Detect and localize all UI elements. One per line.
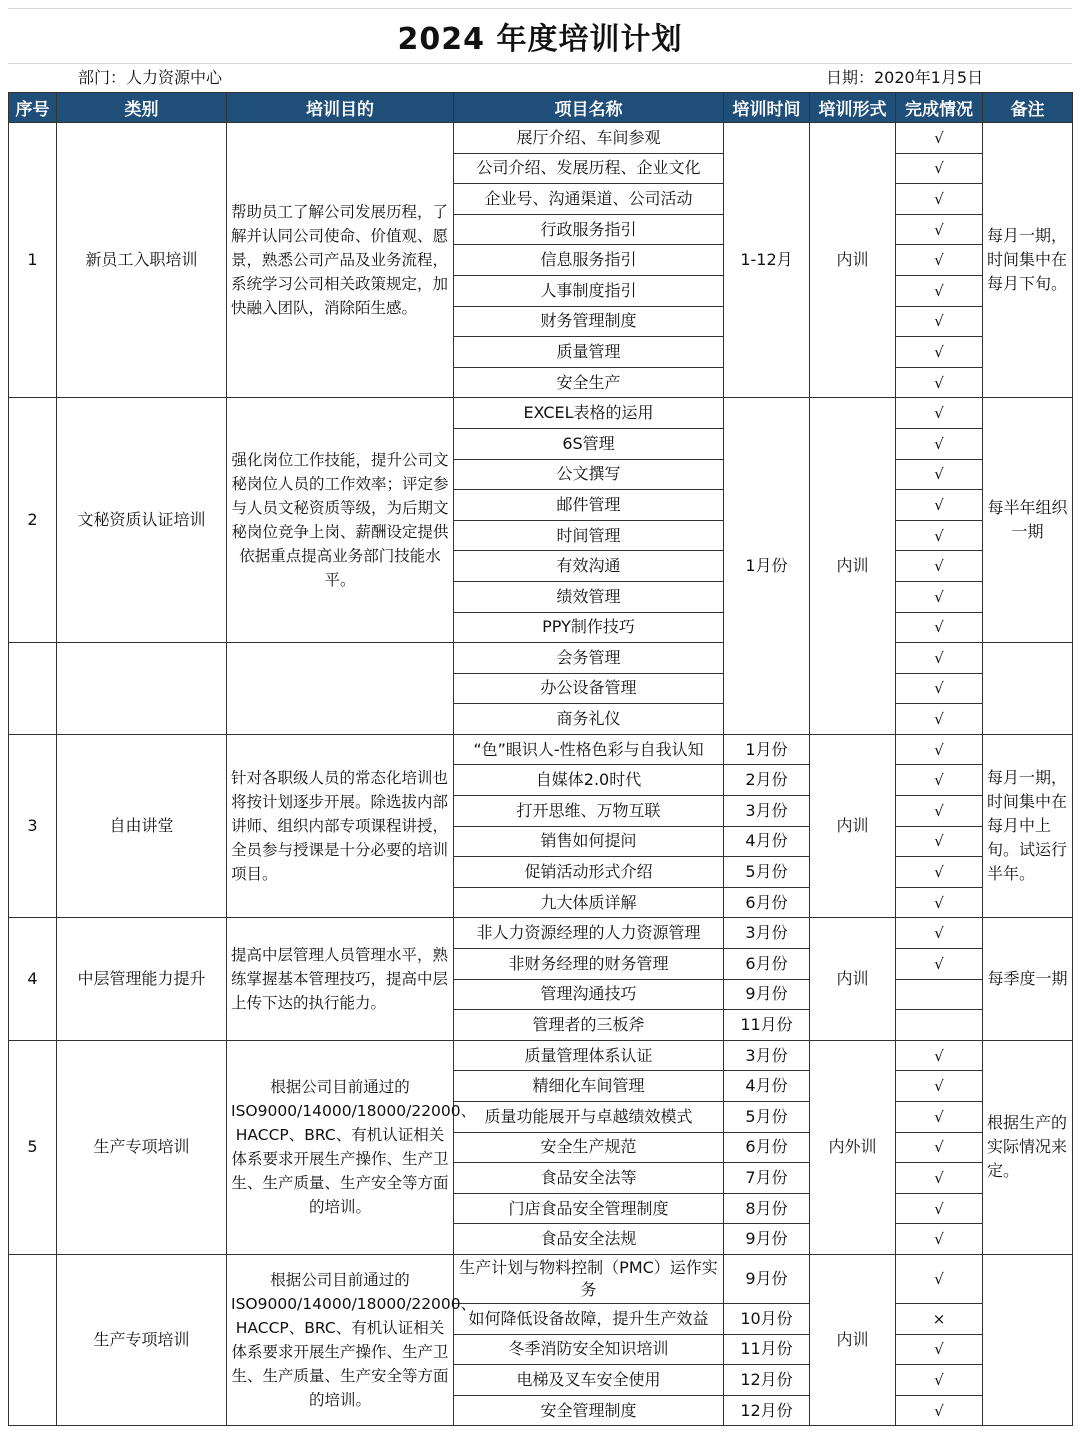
item-name: 食品安全法等 [454,1163,724,1194]
group-purpose: 针对各职级人员的常态化培训也将按计划逐步开展。除选拔内部讲师、组织内部专项课程讲授，全员参与授课是十分必要的培训项目。 [227,734,454,918]
group-purpose: 根据公司目前通过的ISO9000/14000/18000/22000、HACCP、BRC、有机认证相关体系要求开展生产操作、生产卫生、生产质量、生产安全等方面的培训。 [227,1254,454,1425]
group-form: 内训 [810,123,896,398]
group-no: 1 [9,123,57,398]
empty-cell [9,643,57,735]
item-status: √ [896,367,983,398]
item-time: 6月份 [724,949,810,980]
item-name: 时间管理 [454,520,724,551]
item-time: 9月份 [724,1224,810,1255]
item-status: √ [896,1365,983,1396]
item-status: √ [896,704,983,735]
item-status: √ [896,612,983,643]
item-time: 9月份 [724,979,810,1010]
department-label: 部门：人力资源中心 [78,68,223,87]
item-status: √ [896,796,983,827]
header-item-name: 项目名称 [454,93,724,123]
item-status: √ [896,918,983,949]
item-name: “色”眼识人-性格色彩与自我认知 [454,734,724,765]
group-no: 2 [9,398,57,643]
item-name: 如何降低设备故障，提升生产效益 [454,1303,724,1334]
item-status: √ [896,214,983,245]
item-status [896,979,983,1010]
item-time: 8月份 [724,1193,810,1224]
header-note: 备注 [983,93,1073,123]
group-note: 每半年组织一期 [983,398,1073,643]
item-name: 食品安全法规 [454,1224,724,1255]
group-category: 自由讲堂 [57,734,227,918]
table-row [9,1254,1073,1303]
group-purpose: 根据公司目前通过的ISO9000/14000/18000/22000、HACCP、BRC、有机认证相关体系要求开展生产操作、生产卫生、生产质量、生产安全等方面的培训。 [227,1040,454,1254]
group-category: 中层管理能力提升 [57,918,227,1040]
group-no [9,1254,57,1425]
item-status: √ [896,734,983,765]
item-time: 7月份 [724,1163,810,1194]
item-status: √ [896,949,983,980]
item-name: 质量功能展开与卓越绩效模式 [454,1102,724,1133]
item-name: 自媒体2.0时代 [454,765,724,796]
item-status: √ [896,1193,983,1224]
training-plan-table [8,92,1073,1426]
item-time: 5月份 [724,857,810,888]
item-name: EXCEL表格的运用 [454,398,724,429]
group-form: 内训 [810,918,896,1040]
item-name: 人事制度指引 [454,275,724,306]
item-time: 3月份 [724,918,810,949]
table-row [9,1040,1073,1071]
group-time: 1月份 [724,398,810,735]
item-name: 质量管理体系认证 [454,1040,724,1071]
item-name: 质量管理 [454,337,724,368]
item-status: √ [896,306,983,337]
table-row [9,643,1073,674]
header-purpose: 培训目的 [227,93,454,123]
item-status: √ [896,337,983,368]
item-name: 非人力资源经理的人力资源管理 [454,918,724,949]
item-time: 4月份 [724,826,810,857]
item-name: 会务管理 [454,643,724,674]
item-status: √ [896,1395,983,1426]
item-status: √ [896,153,983,184]
item-name: 安全管理制度 [454,1395,724,1426]
item-time: 11月份 [724,1010,810,1041]
item-status: √ [896,490,983,521]
item-name: 打开思维、万物互联 [454,796,724,827]
group-no: 3 [9,734,57,918]
item-status: √ [896,1071,983,1102]
group-purpose: 强化岗位工作技能，提升公司文秘岗位人员的工作效率；评定参与人员文秘资质等级，为后期文秘岗位竞争上岗、薪酬设定提供依据重点提高业务部门技能水平。 [227,398,454,643]
item-name: 促销活动形式介绍 [454,857,724,888]
item-status: √ [896,887,983,918]
item-status: √ [896,581,983,612]
group-note [983,1254,1073,1425]
item-status: √ [896,673,983,704]
item-name: 非财务经理的财务管理 [454,949,724,980]
header-row [9,93,1073,123]
item-time: 10月份 [724,1303,810,1334]
item-status: √ [896,459,983,490]
item-time: 4月份 [724,1071,810,1102]
group-note: 每月一期，时间集中在每月下旬。 [983,123,1073,398]
group-note: 每月一期，时间集中在每月中上旬。试运行半年。 [983,734,1073,918]
item-name: 行政服务指引 [454,214,724,245]
item-time: 6月份 [724,887,810,918]
group-category: 生产专项培训 [57,1254,227,1425]
item-status: √ [896,1334,983,1365]
item-status: √ [896,551,983,582]
group-form: 内训 [810,398,896,735]
item-time: 1月份 [724,734,810,765]
item-status: √ [896,245,983,276]
group-purpose: 提高中层管理人员管理水平，熟练掌握基本管理技巧，提高中层上传下达的执行能力。 [227,918,454,1040]
item-name: 公司介绍、发展历程、企业文化 [454,153,724,184]
item-status: √ [896,520,983,551]
group-note: 根据生产的实际情况来定。 [983,1040,1073,1254]
group-category: 文秘资质认证培训 [57,398,227,643]
table-row [9,734,1073,765]
item-status: √ [896,1040,983,1071]
group-category: 生产专项培训 [57,1040,227,1254]
item-time: 12月份 [724,1365,810,1396]
item-status: √ [896,643,983,674]
item-name: 公文撰写 [454,459,724,490]
table-row [9,918,1073,949]
empty-cell [57,643,227,735]
item-name: 信息服务指引 [454,245,724,276]
group-form: 内外训 [810,1040,896,1254]
item-time: 5月份 [724,1102,810,1133]
date-label: 日期：2020年1月5日 [826,68,984,87]
group-purpose: 帮助员工了解公司发展历程，了解并认同公司使命、价值观、愿景，熟悉公司产品及业务流程，系统学习公司相关政策规定，加快融入团队，消除陌生感。 [227,123,454,398]
item-name: 销售如何提问 [454,826,724,857]
item-status: √ [896,1102,983,1133]
group-no: 4 [9,918,57,1040]
item-status: √ [896,398,983,429]
item-status: √ [896,275,983,306]
item-status: √ [896,184,983,215]
group-form: 内训 [810,1254,896,1425]
item-name: 展厅介绍、车间参观 [454,123,724,154]
group-category: 新员工入职培训 [57,123,227,398]
item-status: √ [896,428,983,459]
item-name: 管理者的三板斧 [454,1010,724,1041]
item-name: 管理沟通技巧 [454,979,724,1010]
item-status: √ [896,1163,983,1194]
item-status: √ [896,1132,983,1163]
table-row [9,123,1073,154]
item-name: 精细化车间管理 [454,1071,724,1102]
item-time: 2月份 [724,765,810,796]
item-name: 九大体质详解 [454,887,724,918]
item-time: 6月份 [724,1132,810,1163]
item-time: 11月份 [724,1334,810,1365]
header-no: 序号 [9,93,57,123]
item-status: × [896,1303,983,1334]
group-note: 每季度一期 [983,918,1073,1040]
item-status: √ [896,857,983,888]
item-name: 有效沟通 [454,551,724,582]
item-time: 3月份 [724,1040,810,1071]
group-no: 5 [9,1040,57,1254]
item-name: 门店食品安全管理制度 [454,1193,724,1224]
item-name: 冬季消防安全知识培训 [454,1334,724,1365]
group-form: 内训 [810,734,896,918]
item-name: 生产计划与物料控制（PMC）运作实务 [454,1254,724,1303]
item-name: 电梯及叉车安全使用 [454,1365,724,1396]
header-status: 完成情况 [896,93,983,123]
item-name: 邮件管理 [454,490,724,521]
item-name: 商务礼仪 [454,704,724,735]
item-time: 3月份 [724,796,810,827]
item-name: 绩效管理 [454,581,724,612]
header-form: 培训形式 [810,93,896,123]
empty-cell [227,643,454,735]
item-name: 财务管理制度 [454,306,724,337]
item-time: 9月份 [724,1254,810,1303]
group-time: 1-12月 [724,123,810,398]
header-time: 培训时间 [724,93,810,123]
item-status: √ [896,123,983,154]
item-name: 办公设备管理 [454,673,724,704]
item-name: 6S管理 [454,428,724,459]
header-category: 类别 [57,93,227,123]
item-status: √ [896,765,983,796]
item-status: √ [896,1224,983,1255]
empty-cell [983,643,1073,735]
item-name: 安全生产规范 [454,1132,724,1163]
item-status: √ [896,826,983,857]
table-row [9,398,1073,429]
item-name: 企业号、沟通渠道、公司活动 [454,184,724,215]
page-title: 2024 年度培训计划 [8,8,1072,64]
item-status [896,1010,983,1041]
item-status: √ [896,1254,983,1303]
item-name: 安全生产 [454,367,724,398]
item-name: PPY制作技巧 [454,612,724,643]
item-time: 12月份 [724,1395,810,1426]
